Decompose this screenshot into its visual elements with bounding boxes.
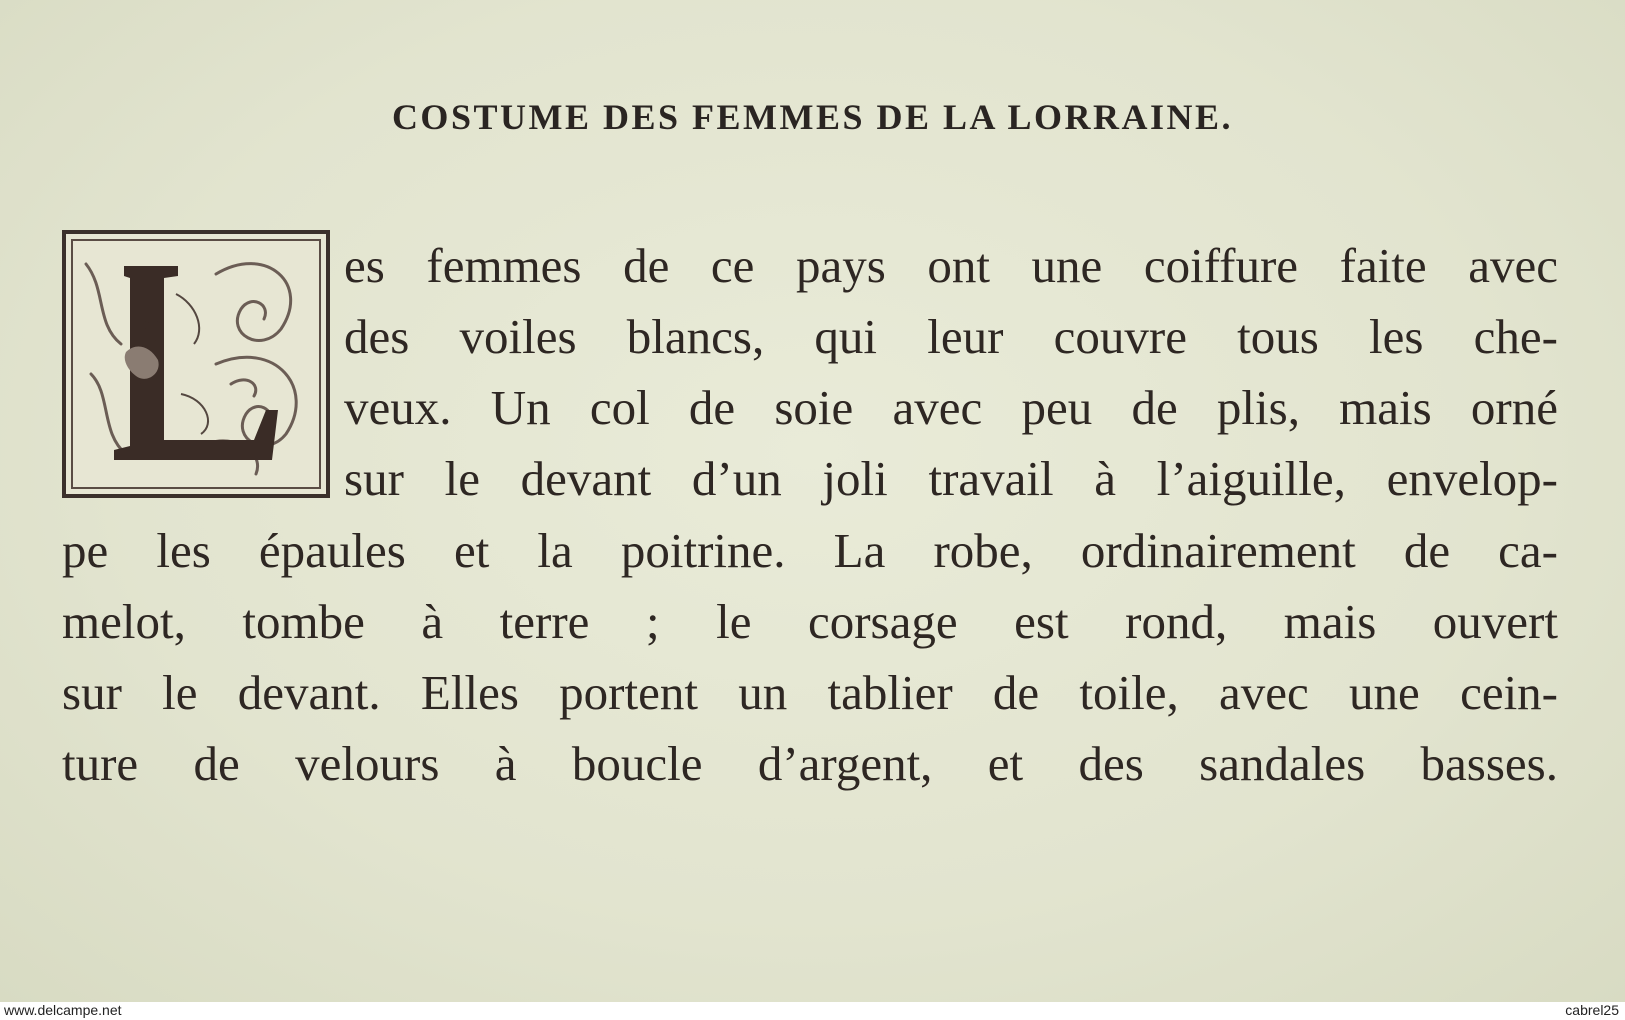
- ornamental-initial-graphic: [66, 234, 326, 494]
- ornamental-initial: [62, 230, 330, 498]
- body-line-7: sur le devant. Elles portent un tablier de toile, avec une cein-: [62, 665, 1558, 720]
- watermark-bar: [0, 1002, 1625, 1020]
- body-line-6: melot, tombe à terre ; le corsage est rond, mais ouvert: [62, 594, 1558, 649]
- body-line-5: pe les épaules et la poitrine. La robe, ordinairement de ca-: [62, 523, 1558, 578]
- watermark-site: www.delcampe.net: [4, 1002, 122, 1018]
- page-title: COSTUME DES FEMMES DE LA LORRAINE.: [391, 97, 1234, 137]
- body-line-3: veux. Un col de soie avec peu de plis, mais orné: [344, 380, 1558, 435]
- body-line-2: des voiles blancs, qui leur couvre tous les che-: [344, 309, 1558, 364]
- body-line-4: sur le devant d’un joli travail à l’aiguille, envelop-: [344, 451, 1558, 506]
- body-line-1: es femmes de ce pays ont une coiffure faite avec: [344, 238, 1558, 293]
- body-line-8: ture de velours à boucle d’argent, et des sandales basses.: [62, 736, 1558, 791]
- watermark-seller: cabrel25: [1565, 1002, 1619, 1018]
